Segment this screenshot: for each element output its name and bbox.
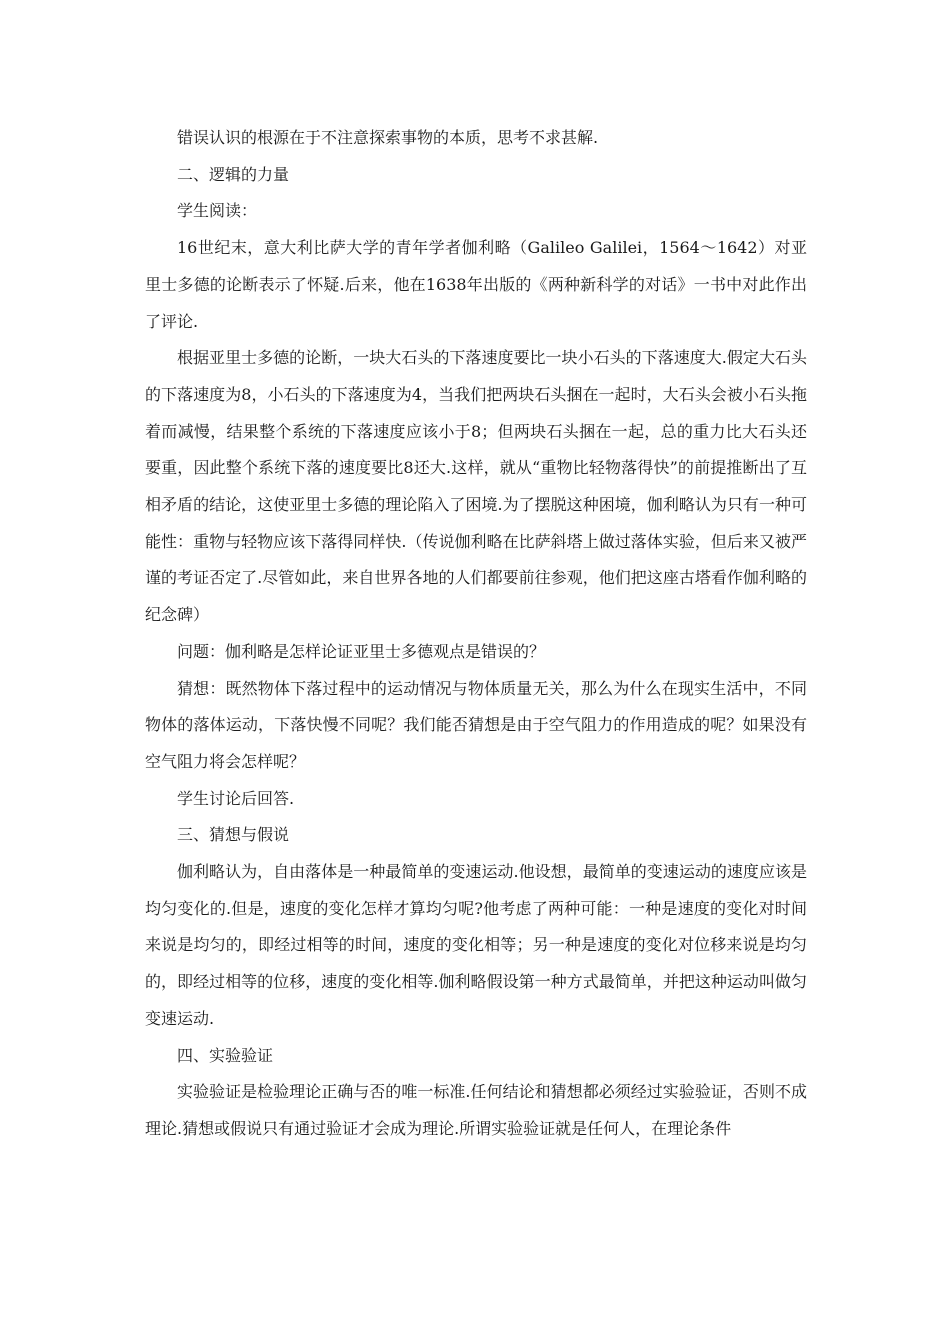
section-heading-experiment: 四、实验验证: [177, 1045, 274, 1065]
paragraph-uniform-acceleration: 伽利略认为，自由落体是一种最简单的变速运动.他设想，最简单的变速运动的速度应该是均匀变化的.但是，速度的变化怎样才算均匀呢?他考虑了两种可能：一种是速度的变化对时间来说是均匀的，即经过相等的时间，速度的变化相等；另一种是速度的变化对位移来说是均匀的，即经过相等的位移，速度的变化相等.伽利略假设第一种方式最简单，并把这种运动叫做匀变速运动.: [145, 862, 807, 1028]
paragraph-root-cause: 错误认识的根源在于不注意探索事物的本质，思考不求甚解.: [177, 128, 599, 147]
section-heading-logic: 二、逻辑的力量: [177, 164, 290, 184]
paragraph-student-reading: 学生阅读：: [177, 201, 258, 221]
paragraph-stone-argument: 根据亚里士多德的论断，一块大石头的下落速度要比一块小石头的下落速度大.假定大石头的下落速度为8，小石头的下落速度为4，当我们把两块石头捆在一起时，大石头会被小石头拖着而减慢，结果整个系统的下落速度应该小于8；但两块石头捆在一起，总的重力比大石头还要重，因此整个系统下落的速度要比8还大.这样，就从“重物比轻物落得快”的前提推断出了互相矛盾的结论，这使亚里士多德的理论陷入了困境.为了摆脱这种困境，伽利略认为只有一种可能性：重物与轻物应该下落得同样快.（传说伽利略在比萨斜塔上做过落体实验，但后来又被严谨的考证否定了.尽管如此，来自世界各地的人们都要前往参观，他们把这座古塔看作伽利略的纪念碑）: [145, 348, 807, 625]
section-heading-hypothesis: 三、猜想与假说: [177, 825, 290, 845]
paragraph-discussion: 学生讨论后回答.: [177, 788, 295, 808]
paragraph-experimental-verification: 实验验证是检验理论正确与否的唯一标准.任何结论和猜想都必须经过实验验证，否则不成理论.猜想或假说只有通过验证才会成为理论.所谓实验验证就是任何人，在理论条件: [145, 1082, 807, 1138]
document-body: [145, 120, 807, 1148]
paragraph-question: 问题：伽利略是怎样论证亚里士多德观点是错误的？: [177, 641, 546, 661]
paragraph-conjecture: 猜想：既然物体下落过程中的运动情况与物体质量无关，那么为什么在现实生活中，不同物体的落体运动，下落快慢不同呢？我们能否猜想是由于空气阻力的作用造成的呢？如果没有空气阻力将会怎样呢？: [145, 678, 807, 771]
paragraph-galileo-intro: 16世纪末，意大利比萨大学的青年学者伽利略（Galileo Galilei，1564～1642）对亚里士多德的论断表示了怀疑.后来，他在1638年出版的《两种新科学的对话》一书中对此作出了评论.: [145, 238, 807, 331]
